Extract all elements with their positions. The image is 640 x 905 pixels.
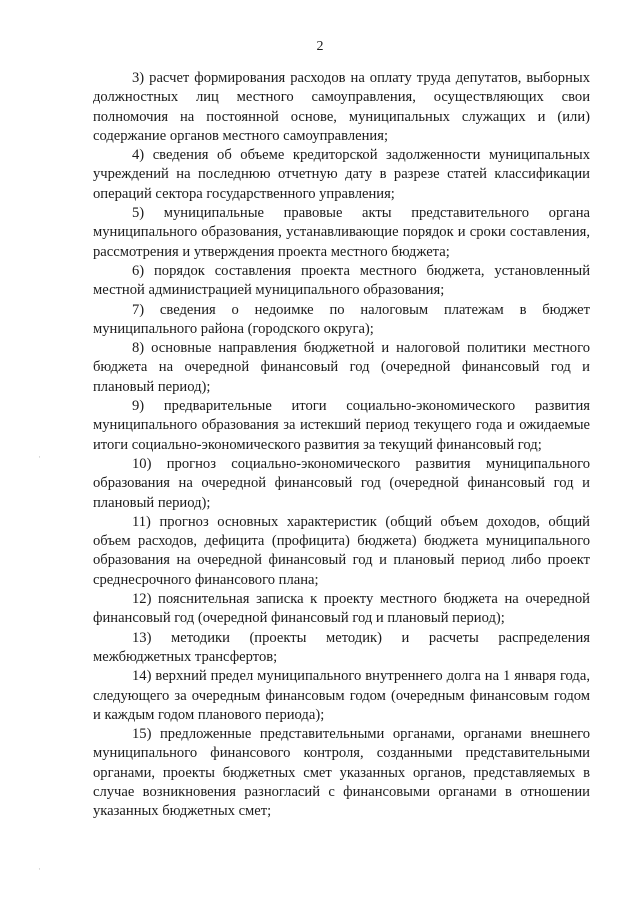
list-item-8: 8) основные направления бюджетной и налоговой политики местного бюджета на очередной финансовый год (очередной финансовый год и плановый период); — [93, 340, 590, 395]
page-number: 2 — [316, 39, 324, 54]
list-item-15: 15) предложенные представительными органами, органами внешнего муниципального финансового контроля, созданными представительными органами, проекты бюджетных смет указанных органов, представляемых в случае возникновения разногласий с финансовыми органами в отношении указанных бюджетных смет; — [93, 726, 590, 820]
list-item-11: 11) прогноз основных характеристик (общий объем доходов, общий объем расходов, дефицита (профицита) бюджета) бюджета муниципального образования на очередной финансовый год и плановый период либо проект среднесрочного финансового плана; — [93, 513, 590, 588]
list-item-9: 9) предварительные итоги социально-экономического развития муниципального образования за истекший период текущего года и ожидаемые итоги социально-экономического развития за текущий финансовый год; — [93, 398, 590, 453]
list-item-6: 6) порядок составления проекта местного бюджета, установленный местной администрацией муниципального образования; — [93, 262, 590, 299]
list-item-5: 5) муниципальные правовые акты представительного органа муниципального образования, устанавливающие порядок и сроки составления, рассмотрения и утверждения проекта местного бюджета; — [93, 205, 590, 260]
list-item-4: 4) сведения об объеме кредиторской задолженности муниципальных учреждений на последнюю отчетную дату в разрезе статей классификации операций сектора государственного управления; — [93, 147, 590, 202]
list-item-3: 3) расчет формирования расходов на оплату труда депутатов, выборных должностных лиц местного самоуправления, осуществляющих свои полномочия на постоянной основе, муниципальных служащих и (или) содержание органов местного самоуправления; — [93, 70, 590, 144]
scan-mark: · — [38, 452, 41, 462]
list-item-12: 12) пояснительная записка к проекту местного бюджета на очередной финансовый год (очередной финансовый год и плановый период); — [93, 591, 590, 627]
list-item-7: 7) сведения о недоимке по налоговым платежам в бюджет муниципального района (городского округа); — [93, 301, 590, 337]
scan-mark: · — [38, 864, 41, 874]
document-body — [93, 69, 590, 822]
list-item-14: 14) верхний предел муниципального внутреннего долга на 1 января года, следующего за очередным финансовым годом (очередным финансовым годом и каждым годом планового периода); — [93, 668, 590, 723]
list-item-10: 10) прогноз социально-экономического развития муниципального образования на очередной финансовый год (очередной финансовый год и плановый период); — [93, 455, 590, 511]
list-item-13: 13) методики (проекты методик) и расчеты распределения межбюджетных трансфертов; — [93, 629, 590, 665]
